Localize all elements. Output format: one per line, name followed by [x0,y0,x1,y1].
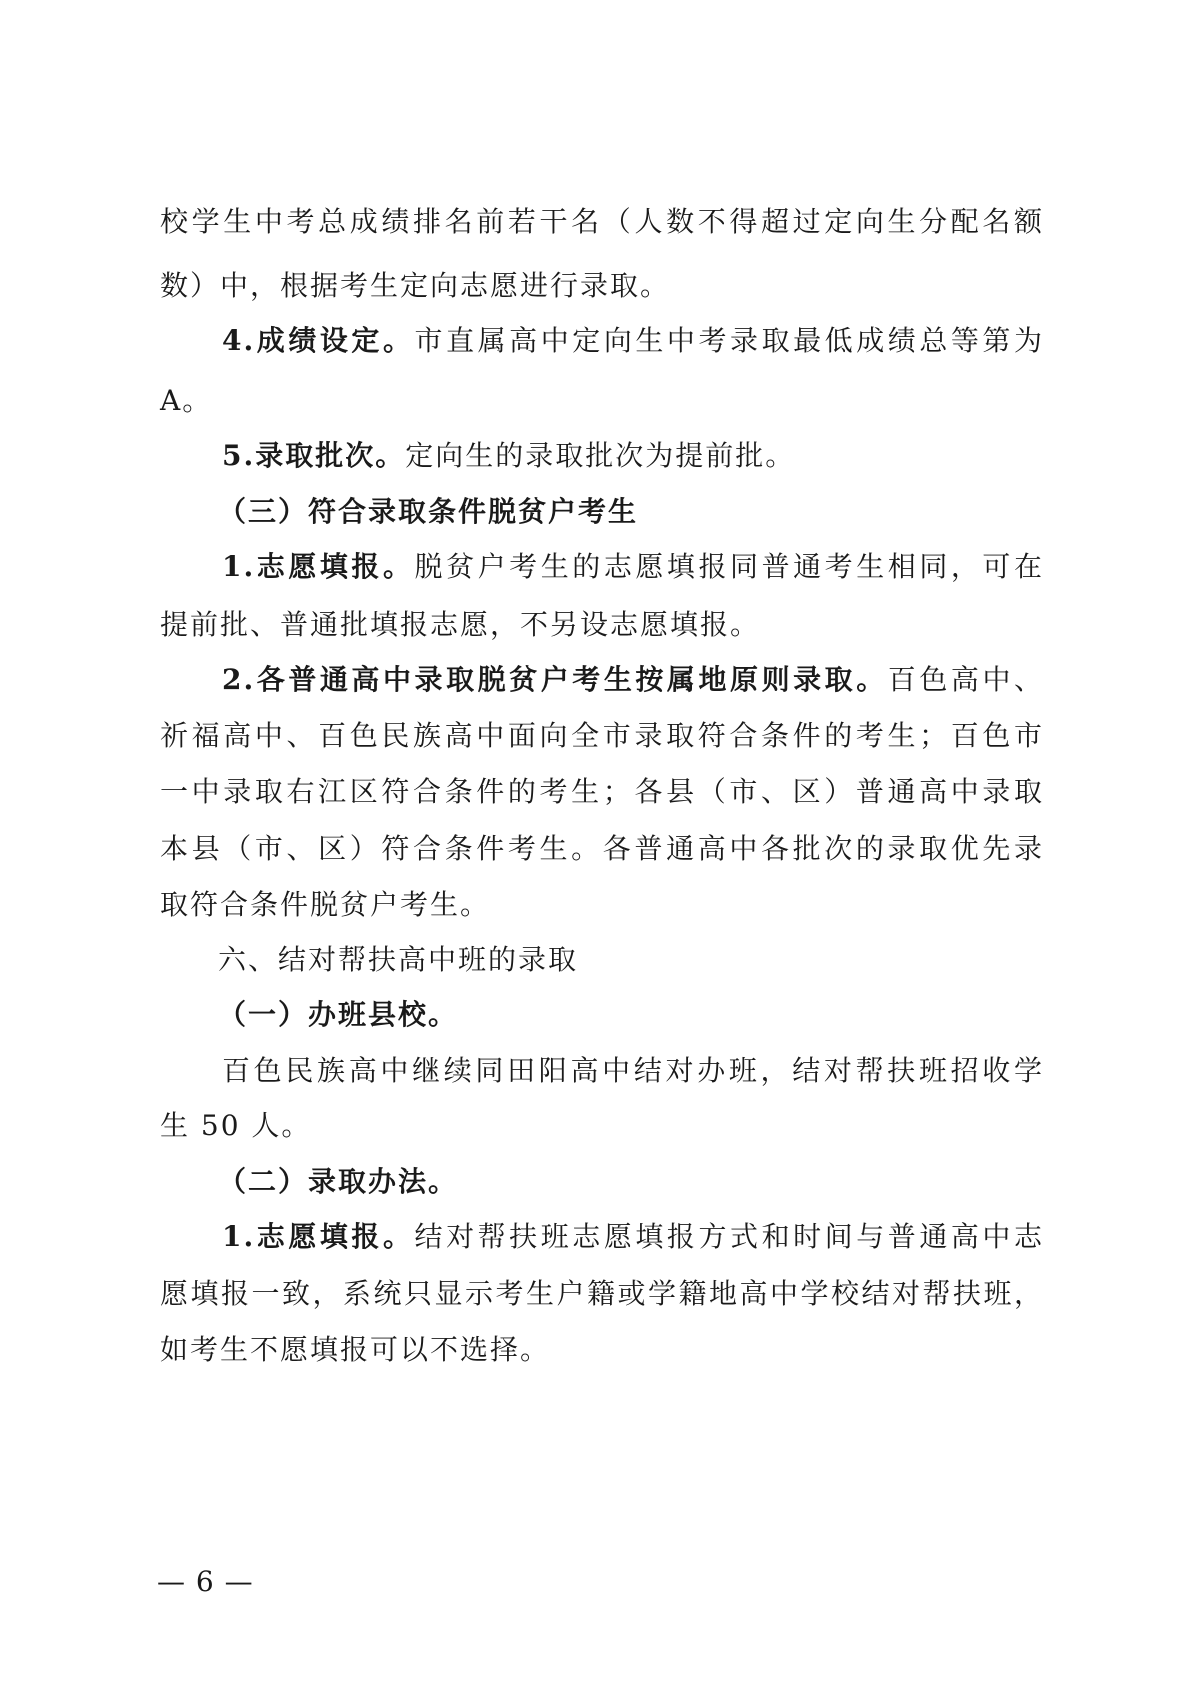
section3-item2-line3: 一中录取右江区符合条件的考生；各县（市、区）普通高中录取 [160,775,1044,808]
section6-heading: 六、结对帮扶高中班的录取 [218,943,579,976]
section3-item1-label: 1.志愿填报。 [222,550,415,583]
subsection2-item1-text: 结对帮扶班志愿填报方式和时间与普通高中志 [414,1220,1044,1253]
subsection2-item1-line3: 如考生不愿填报可以不选择。 [160,1333,551,1366]
section3-item2-line2: 祈福高中、百色民族高中面向全市录取符合条件的考生；百色市 [160,719,1044,752]
section3-item2-text: 百色高中、 [887,663,1044,696]
subsection1-text: 百色民族高中继续同田阳高中结对办班，结对帮扶班招收学 [222,1054,1044,1087]
paragraph-line: 数）中，根据考生定向志愿进行录取。 [160,269,671,302]
item4-text: 市直属高中定向生中考录取最低成绩总等第为 [414,324,1044,357]
paragraph-line: 校学生中考总成绩排名前若干名（人数不得超过定向生分配名额 [160,205,1044,238]
section3-heading: （三）符合录取条件脱贫户考生 [218,495,639,528]
subsection2-heading: （二）录取办法。 [218,1165,459,1198]
section3-item2-line [222,660,1044,700]
section3-item1-text: 脱贫户考生的志愿填报同普通考生相同，可在 [414,550,1044,583]
subsection2-item1-line [222,1217,1044,1257]
item4-continued: A。 [160,384,213,417]
section3-item2-line5: 取符合条件脱贫户考生。 [160,888,491,921]
subsection1-text-continued: 生 50 人。 [160,1109,312,1142]
item5-line [222,436,795,476]
subsection2-item1-line2: 愿填报一致，系统只显示考生户籍或学籍地高中学校结对帮扶班， [160,1277,1044,1310]
section3-item2-label: 2.各普通高中录取脱贫户考生按属地原则录取。 [222,663,888,696]
section3-item1-line [222,547,1044,587]
item4-line [222,321,1044,361]
subsection1-heading: （一）办班县校。 [218,998,459,1031]
section3-item2-line4: 本县（市、区）符合条件考生。各普通高中各批次的录取优先录 [160,832,1044,865]
item5-text: 定向生的录取批次为提前批。 [405,439,796,472]
item4-label: 4.成绩设定。 [222,324,415,357]
page-number: — 6 — [157,1565,254,1598]
section3-item1-continued: 提前批、普通批填报志愿，不另设志愿填报。 [160,608,761,641]
item5-label: 5.录取批次。 [222,439,406,472]
subsection2-item1-label: 1.志愿填报。 [222,1220,415,1253]
